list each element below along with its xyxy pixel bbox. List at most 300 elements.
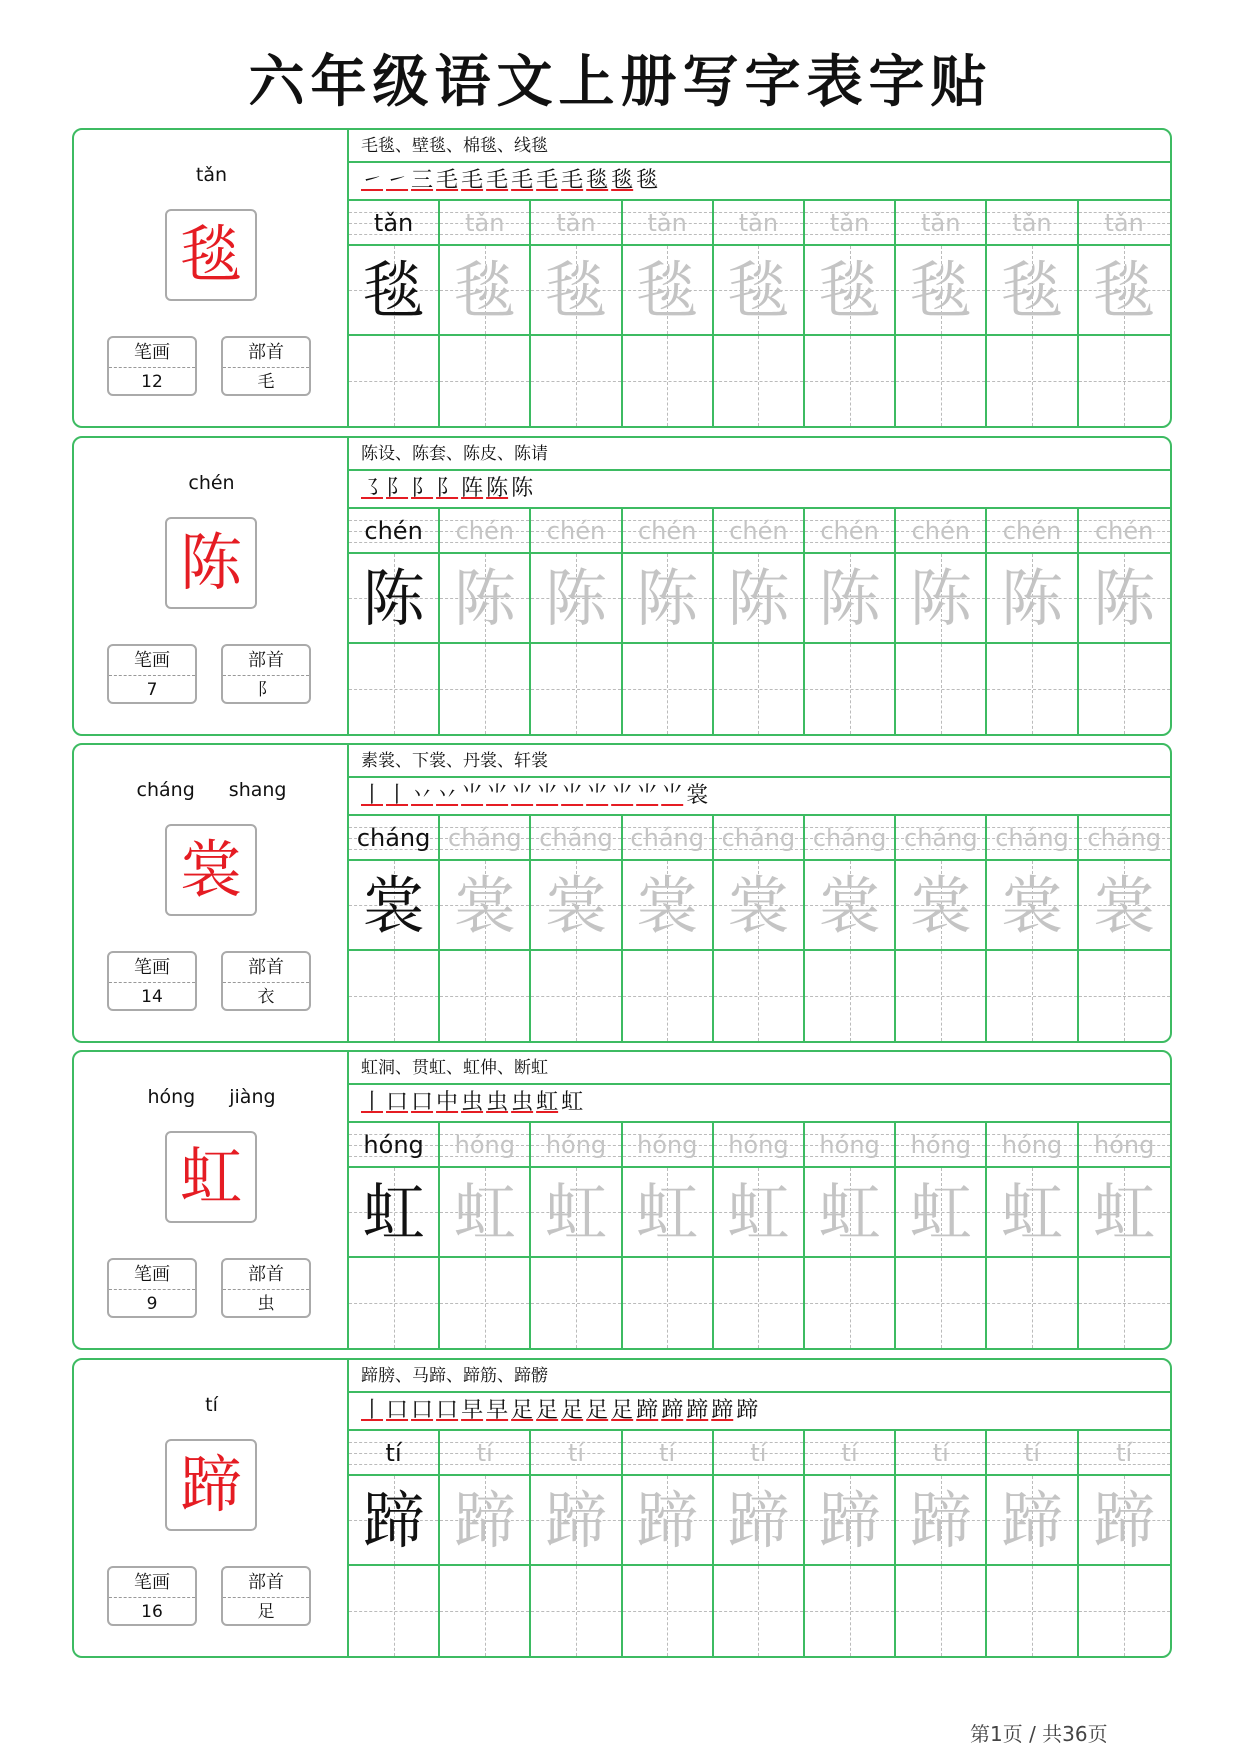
grid-column — [440, 1123, 531, 1348]
blank-writing-cell[interactable] — [896, 1258, 985, 1348]
stroke-order-row — [349, 471, 1170, 509]
trace-character: 蹄 — [636, 1484, 699, 1557]
trace-character: 虹 — [544, 1176, 607, 1249]
grid-column — [714, 1431, 805, 1656]
blank-writing-cell[interactable] — [531, 644, 620, 734]
stroke-step: ⺌ — [611, 783, 634, 808]
blank-writing-cell[interactable] — [531, 336, 620, 426]
pinyin-cell — [531, 509, 620, 554]
stroke-count-box — [107, 1566, 197, 1626]
stroke-step: 早 — [461, 1398, 484, 1423]
trace-character: 蹄 — [453, 1484, 516, 1557]
guide-line — [896, 381, 985, 382]
pinyin-cell — [896, 201, 985, 246]
guide-line — [1079, 1303, 1170, 1304]
pinyin-trace: tí — [1023, 1439, 1041, 1467]
pinyin-cell — [714, 201, 803, 246]
grid-column — [714, 509, 805, 734]
char-info-panel — [74, 1052, 349, 1348]
grid-column — [349, 1431, 440, 1656]
blank-writing-cell[interactable] — [805, 644, 894, 734]
stroke-count-label: 笔画 — [109, 1568, 195, 1598]
trace-cell — [349, 861, 438, 951]
grid-column — [440, 509, 531, 734]
grid-column — [805, 1123, 896, 1348]
blank-writing-cell[interactable] — [1079, 644, 1170, 734]
trace-character: 毯 — [727, 254, 790, 327]
stroke-step: ⺌ — [586, 783, 609, 808]
stroke-step: 毛 — [461, 168, 484, 193]
pinyin-cell — [531, 1123, 620, 1168]
trace-cell — [440, 246, 529, 336]
pinyin-cell — [349, 509, 438, 554]
grid-column — [440, 816, 531, 1041]
trace-cell — [714, 1476, 803, 1566]
radical-value: 衣 — [257, 987, 275, 1007]
blank-writing-cell[interactable] — [714, 1258, 803, 1348]
pinyin-header: tí — [205, 1394, 218, 1416]
trace-character: 毯 — [909, 254, 972, 327]
pinyin-cell — [714, 1431, 803, 1476]
trace-cell — [440, 861, 529, 951]
writing-grid — [349, 509, 1170, 734]
stroke-step: ㇀ — [361, 168, 384, 193]
pinyin-cell — [440, 1123, 529, 1168]
pinyin-cell — [440, 201, 529, 246]
stroke-step: 蹄 — [711, 1398, 734, 1423]
blank-writing-cell[interactable] — [714, 951, 803, 1041]
trace-character: 虹 — [818, 1176, 881, 1249]
pinyin-cell — [987, 1123, 1076, 1168]
trace-character: 蹄 — [1000, 1484, 1063, 1557]
trace-cell — [987, 1168, 1076, 1258]
blank-writing-cell[interactable] — [714, 1566, 803, 1656]
blank-writing-cell[interactable] — [349, 951, 438, 1041]
blank-writing-cell[interactable] — [349, 644, 438, 734]
pinyin-cell — [623, 1431, 712, 1476]
blank-writing-cell[interactable] — [896, 644, 985, 734]
char-display-box — [165, 1131, 257, 1223]
pinyin-cell — [623, 1123, 712, 1168]
blank-writing-cell[interactable] — [349, 1258, 438, 1348]
trace-cell — [714, 246, 803, 336]
pinyin-model: tí — [385, 1439, 402, 1467]
grid-column — [349, 509, 440, 734]
trace-character: 陈 — [1000, 562, 1063, 635]
trace-character: 虹 — [1093, 1176, 1156, 1249]
practice-card — [72, 1050, 1172, 1350]
model-character: 虹 — [362, 1176, 425, 1249]
trace-character: 毯 — [1093, 254, 1156, 327]
blank-writing-cell[interactable] — [1079, 1258, 1170, 1348]
guide-line — [987, 689, 1076, 690]
guide-line — [623, 1611, 712, 1612]
stroke-step: 虫 — [461, 1090, 484, 1115]
stroke-order-row — [349, 1085, 1170, 1123]
stroke-step: 毛 — [511, 168, 534, 193]
grid-column — [623, 1431, 714, 1656]
stroke-step: 足 — [586, 1398, 609, 1423]
grid-column — [805, 816, 896, 1041]
pinyin-cell — [623, 201, 712, 246]
blank-writing-cell[interactable] — [440, 336, 529, 426]
trace-cell — [349, 1168, 438, 1258]
stroke-step: 三 — [411, 168, 434, 193]
radical-box — [221, 951, 311, 1011]
guide-line — [1079, 1611, 1170, 1612]
blank-writing-cell[interactable] — [805, 336, 894, 426]
pinyin-trace: chén — [911, 517, 970, 545]
guide-line — [349, 996, 438, 997]
guide-line — [714, 1303, 803, 1304]
pinyin-cell — [714, 816, 803, 861]
trace-character: 陈 — [909, 562, 972, 635]
pinyin-trace: tí — [476, 1439, 493, 1467]
trace-cell — [987, 861, 1076, 951]
pinyin-model: tǎn — [373, 209, 414, 237]
grid-column — [987, 201, 1078, 426]
pinyin-trace: tǎn — [556, 209, 596, 237]
pinyin-trace: chén — [455, 517, 514, 545]
model-character: 陈 — [362, 562, 425, 635]
guide-line — [440, 1611, 529, 1612]
pinyin-trace: hóng — [1094, 1131, 1155, 1159]
pinyin-cell — [349, 1431, 438, 1476]
pinyin-trace: cháng — [721, 824, 796, 852]
trace-cell — [623, 861, 712, 951]
radical-box — [221, 644, 311, 704]
stroke-count-value: 12 — [141, 372, 163, 392]
blank-writing-cell[interactable] — [531, 1258, 620, 1348]
stroke-step: ⺌ — [461, 783, 484, 808]
guide-line — [987, 381, 1076, 382]
blank-writing-cell[interactable] — [623, 1258, 712, 1348]
char-info-panel — [74, 745, 349, 1041]
grid-column — [896, 201, 987, 426]
trace-cell — [531, 1168, 620, 1258]
grid-column — [623, 201, 714, 426]
grid-column — [531, 816, 622, 1041]
guide-line — [987, 1303, 1076, 1304]
pinyin-cell — [531, 816, 620, 861]
pinyin-cell — [440, 816, 529, 861]
radical-box — [221, 1258, 311, 1318]
trace-cell — [1079, 554, 1170, 644]
grid-column — [440, 1431, 531, 1656]
pinyin-trace: tí — [750, 1439, 767, 1467]
practice-card — [72, 1358, 1172, 1658]
stroke-step: 阝 — [386, 476, 409, 501]
trace-cell — [440, 1168, 529, 1258]
pinyin-cell — [896, 816, 985, 861]
pinyin-trace: hóng — [545, 1131, 607, 1159]
stroke-order-row — [349, 1393, 1170, 1431]
pinyin-cell — [896, 509, 985, 554]
trace-character: 虹 — [453, 1176, 516, 1249]
stroke-order-row — [349, 778, 1170, 816]
grid-column — [896, 816, 987, 1041]
stroke-step: 口 — [386, 1090, 409, 1115]
guide-line — [623, 1303, 712, 1304]
pinyin-trace: hóng — [819, 1131, 880, 1159]
stroke-order-row — [349, 163, 1170, 201]
trace-character: 陈 — [727, 562, 790, 635]
pinyin-cell — [896, 1123, 985, 1168]
stroke-count-label: 笔画 — [109, 1260, 195, 1290]
practice-panel — [349, 130, 1170, 426]
pinyin-trace: tí — [567, 1439, 585, 1467]
example-words: 素裳、下裳、丹裳、轩裳 — [349, 745, 1170, 778]
pinyin-cell — [1079, 816, 1170, 861]
blank-writing-cell[interactable] — [896, 336, 985, 426]
guide-line — [349, 381, 438, 382]
pinyin-trace: chén — [729, 517, 788, 545]
blank-writing-cell[interactable] — [440, 1566, 529, 1656]
stroke-count-box — [107, 1258, 197, 1318]
stroke-count-label: 笔画 — [109, 338, 195, 368]
stroke-step: 丨 — [386, 783, 409, 808]
main-character: 蹄 — [179, 1448, 242, 1521]
pinyin-cell — [531, 1431, 620, 1476]
guide-line — [896, 689, 985, 690]
pinyin-cell — [805, 509, 894, 554]
pinyin-cell — [987, 1431, 1076, 1476]
guide-line — [623, 996, 712, 997]
blank-writing-cell[interactable] — [987, 336, 1076, 426]
stroke-step: 丨 — [361, 1398, 384, 1423]
pinyin-trace: hóng — [637, 1131, 698, 1159]
blank-writing-cell[interactable] — [623, 644, 712, 734]
trace-cell — [714, 1168, 803, 1258]
blank-writing-cell[interactable] — [987, 1258, 1076, 1348]
blank-writing-cell[interactable] — [896, 951, 985, 1041]
trace-cell — [805, 554, 894, 644]
trace-cell — [531, 1476, 620, 1566]
grid-column — [623, 1123, 714, 1348]
pinyin-cell — [805, 1431, 894, 1476]
stroke-step: 口 — [411, 1398, 434, 1423]
char-info-panel — [74, 1360, 349, 1656]
pinyin-trace: chén — [637, 517, 697, 545]
grid-column — [349, 1123, 440, 1348]
pinyin-trace: tǎn — [1012, 209, 1052, 237]
blank-writing-cell[interactable] — [987, 1566, 1076, 1656]
trace-character: 陈 — [636, 562, 699, 635]
pinyin-cell — [623, 816, 712, 861]
pinyin-cell — [1079, 1123, 1170, 1168]
pinyin-cell — [531, 201, 620, 246]
guide-line — [896, 996, 985, 997]
pinyin-cell — [349, 1123, 438, 1168]
stroke-step: 蹄 — [636, 1398, 659, 1423]
trace-character: 虹 — [909, 1176, 972, 1249]
trace-cell — [714, 554, 803, 644]
main-character: 毯 — [179, 218, 242, 291]
practice-card — [72, 743, 1172, 1043]
stroke-step: 丷 — [411, 783, 434, 808]
blank-writing-cell[interactable] — [440, 644, 529, 734]
char-info-panel — [74, 130, 349, 426]
practice-panel — [349, 745, 1170, 1041]
blank-writing-cell[interactable] — [1079, 336, 1170, 426]
writing-grid — [349, 816, 1170, 1041]
grid-column — [714, 816, 805, 1041]
grid-column — [987, 1431, 1078, 1656]
trace-character: 虹 — [636, 1176, 699, 1249]
trace-character: 裳 — [1093, 869, 1156, 942]
stroke-count-value: 7 — [146, 680, 158, 700]
trace-cell — [440, 554, 529, 644]
trace-cell — [623, 246, 712, 336]
stroke-step: 虫 — [511, 1090, 534, 1115]
example-words: 陈设、陈套、陈皮、陈请 — [349, 438, 1170, 471]
stroke-step: 毯 — [586, 168, 609, 193]
blank-writing-cell[interactable] — [440, 951, 529, 1041]
trace-cell — [805, 1168, 894, 1258]
example-words: 毛毯、壁毯、棉毯、线毯 — [349, 130, 1170, 163]
guide-line — [440, 381, 529, 382]
pinyin-trace: tǎn — [1104, 209, 1144, 237]
trace-character: 陈 — [544, 562, 607, 635]
stroke-step: 陈 — [486, 476, 509, 501]
blank-writing-cell[interactable] — [440, 1258, 529, 1348]
trace-cell — [623, 1476, 712, 1566]
trace-character: 裳 — [1000, 869, 1063, 942]
guide-line — [805, 1303, 894, 1304]
pinyin-trace: hóng — [910, 1131, 971, 1159]
trace-cell — [714, 861, 803, 951]
char-info-panel — [74, 438, 349, 734]
stroke-step: ⺌ — [661, 783, 684, 808]
blank-writing-cell[interactable] — [349, 336, 438, 426]
writing-grid — [349, 1431, 1170, 1656]
radical-label: 部首 — [223, 646, 309, 676]
grid-column — [987, 816, 1078, 1041]
pinyin-trace: cháng — [1087, 824, 1161, 852]
stroke-step: 足 — [611, 1398, 634, 1423]
stroke-step: 阝 — [411, 476, 434, 501]
grid-column — [531, 1431, 622, 1656]
stroke-step: 阝 — [436, 476, 459, 501]
pinyin-trace: tǎn — [465, 209, 505, 237]
pinyin-header: chén — [188, 472, 235, 494]
grid-column — [1079, 509, 1170, 734]
pinyin-trace: cháng — [995, 824, 1069, 852]
stroke-step: ⺌ — [486, 783, 509, 808]
trace-cell — [805, 861, 894, 951]
grid-column — [1079, 1123, 1170, 1348]
blank-writing-cell[interactable] — [805, 1566, 894, 1656]
pinyin-trace: chén — [1094, 517, 1154, 545]
pinyin-cell — [714, 509, 803, 554]
pinyin-trace: tí — [932, 1439, 949, 1467]
stroke-count-value: 16 — [141, 1602, 163, 1622]
grid-column — [896, 509, 987, 734]
trace-cell — [1079, 246, 1170, 336]
pinyin-trace: hóng — [728, 1131, 789, 1159]
trace-cell — [987, 246, 1076, 336]
trace-cell — [440, 1476, 529, 1566]
blank-writing-cell[interactable] — [623, 1566, 712, 1656]
main-character: 陈 — [179, 526, 242, 599]
grid-column — [1079, 201, 1170, 426]
stroke-step: 阵 — [461, 476, 484, 501]
blank-writing-cell[interactable] — [714, 644, 803, 734]
main-character: 裳 — [179, 833, 242, 906]
blank-writing-cell[interactable] — [987, 951, 1076, 1041]
stroke-step: 毯 — [611, 168, 634, 193]
stroke-step: ㇌ — [361, 476, 384, 501]
trace-character: 毯 — [636, 254, 699, 327]
blank-writing-cell[interactable] — [714, 336, 803, 426]
pinyin-cell — [1079, 1431, 1170, 1476]
stroke-step: 毛 — [561, 168, 584, 193]
model-character: 蹄 — [362, 1484, 425, 1557]
stroke-step: 蹄 — [736, 1398, 759, 1423]
trace-character: 蹄 — [544, 1484, 607, 1557]
radical-label: 部首 — [223, 1568, 309, 1598]
blank-writing-cell[interactable] — [531, 1566, 620, 1656]
stroke-step: 毯 — [636, 168, 659, 193]
grid-column — [896, 1431, 987, 1656]
model-character: 毯 — [362, 254, 425, 327]
pinyin-cell — [349, 816, 438, 861]
pinyin-trace: chén — [1002, 517, 1062, 545]
stroke-count-label: 笔画 — [109, 646, 195, 676]
grid-column — [805, 1431, 896, 1656]
stroke-step: 口 — [436, 1398, 459, 1423]
radical-box — [221, 336, 311, 396]
guide-line — [440, 996, 529, 997]
pinyin-model: hóng — [363, 1131, 424, 1159]
stroke-step: 口 — [411, 1090, 434, 1115]
example-words: 虹洞、贯虹、虹伸、断虹 — [349, 1052, 1170, 1085]
practice-panel — [349, 1360, 1170, 1656]
trace-cell — [623, 554, 712, 644]
pinyin-cell — [896, 1431, 985, 1476]
pinyin-trace: tǎn — [738, 209, 779, 237]
radical-label: 部首 — [223, 338, 309, 368]
practice-card — [72, 128, 1172, 428]
blank-writing-cell[interactable] — [896, 1566, 985, 1656]
stroke-count-label: 笔画 — [109, 953, 195, 983]
stroke-step: 丨 — [361, 783, 384, 808]
blank-writing-cell[interactable] — [349, 1566, 438, 1656]
blank-writing-cell[interactable] — [531, 951, 620, 1041]
blank-writing-cell[interactable] — [1079, 951, 1170, 1041]
pinyin-header: hóng jiàng — [147, 1086, 276, 1108]
trace-character: 虹 — [727, 1176, 790, 1249]
guide-line — [623, 381, 712, 382]
pinyin-cell — [805, 1123, 894, 1168]
blank-writing-cell[interactable] — [987, 644, 1076, 734]
grid-column — [714, 1123, 805, 1348]
trace-character: 陈 — [1093, 562, 1156, 635]
blank-writing-cell[interactable] — [623, 951, 712, 1041]
char-display-box — [165, 209, 257, 301]
stroke-step: 丷 — [436, 783, 459, 808]
blank-writing-cell[interactable] — [1079, 1566, 1170, 1656]
example-words: 蹄膀、马蹄、蹄筋、蹄髈 — [349, 1360, 1170, 1393]
blank-writing-cell[interactable] — [623, 336, 712, 426]
grid-column — [349, 816, 440, 1041]
trace-cell — [1079, 1168, 1170, 1258]
radical-value: 毛 — [257, 372, 275, 392]
guide-line — [531, 996, 620, 997]
guide-line — [531, 1611, 620, 1612]
blank-writing-cell[interactable] — [805, 1258, 894, 1348]
blank-writing-cell[interactable] — [805, 951, 894, 1041]
